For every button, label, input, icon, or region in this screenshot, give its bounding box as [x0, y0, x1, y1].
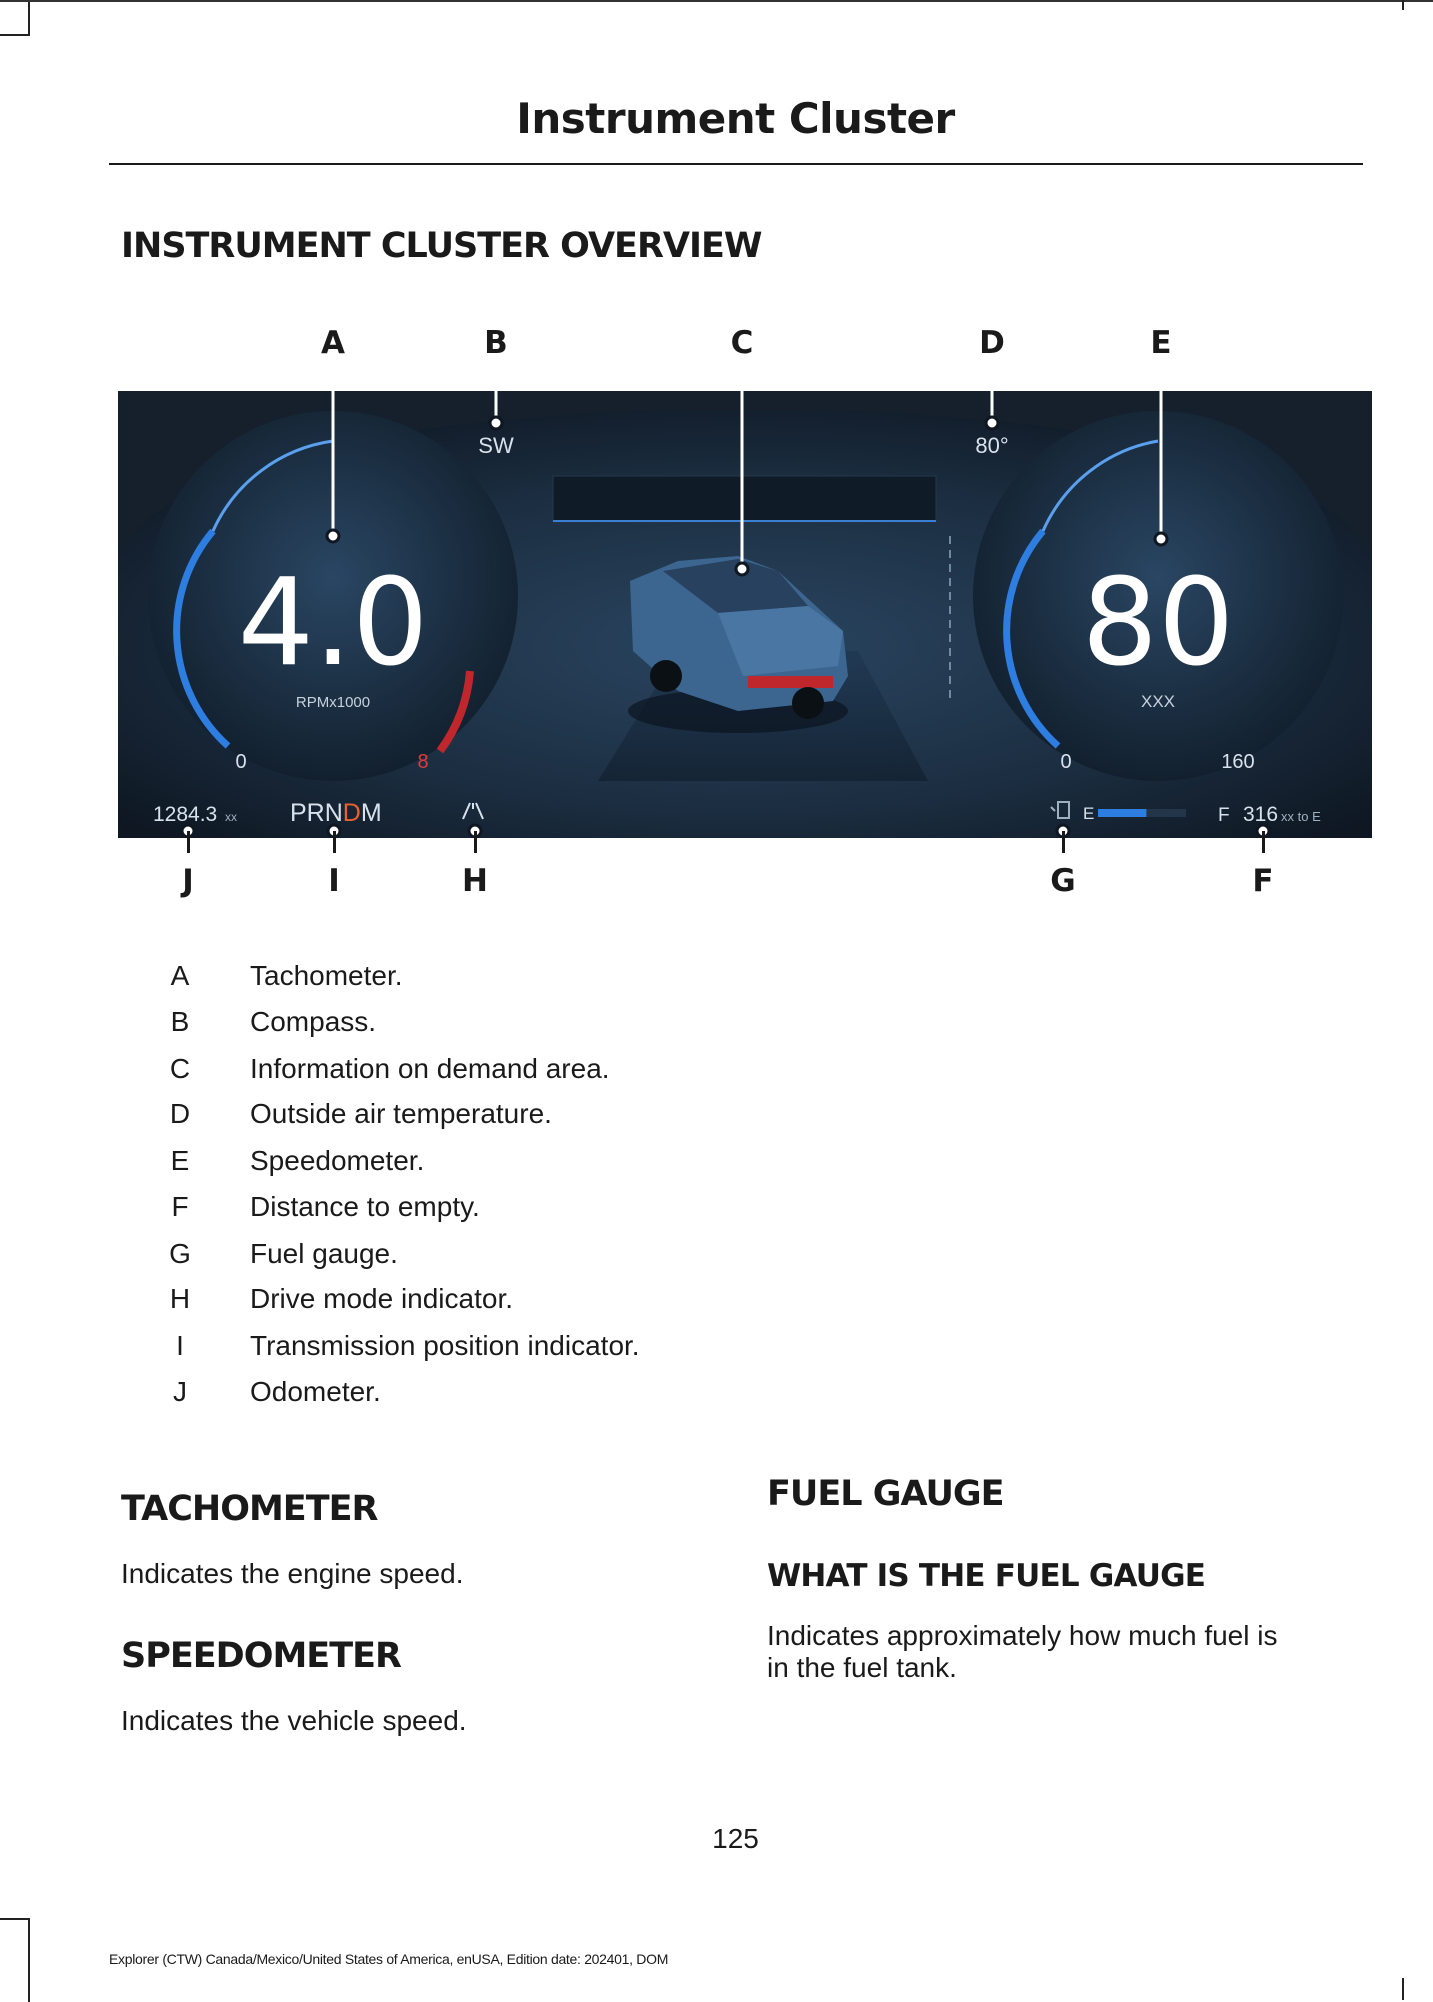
legend-text: Transmission position indicator.: [250, 1330, 640, 1361]
callout-g: G: [1050, 863, 1076, 899]
legend-letter: B: [170, 1006, 190, 1037]
fuel-gauge-subheading: WHAT IS THE FUEL GAUGE: [767, 1558, 1206, 1594]
tachometer-value: 4.0: [237, 554, 429, 693]
crop-mark-bottom-left: [0, 1918, 30, 2002]
legend-text: Compass.: [250, 1006, 377, 1037]
legend-letter: H: [169, 1283, 191, 1314]
speedometer-max: 160: [1221, 751, 1255, 773]
speedometer-text: Indicates the vehicle speed.: [121, 1705, 467, 1736]
legend-letter: F: [171, 1191, 189, 1222]
top-border: [0, 0, 1433, 2]
gear-after: M: [360, 799, 382, 827]
fuel-gauge-fill: [1098, 809, 1146, 817]
leader-g: [1062, 831, 1065, 853]
fuel-full-label: F: [1218, 805, 1230, 826]
odometer-value: 1284.3: [153, 803, 218, 826]
legend-text: Information on demand area.: [250, 1053, 610, 1084]
callout-f: F: [1252, 863, 1274, 899]
page-footer: Explorer (CTW) Canada/Mexico/United States of America, enUSA, Edition date: 202401, DOM: [109, 1951, 669, 1967]
legend-text: Tachometer.: [250, 960, 403, 991]
page-number: 125: [712, 1823, 759, 1854]
legend-text: Distance to empty.: [250, 1191, 480, 1222]
tachometer-text: Indicates the engine speed.: [121, 1558, 464, 1589]
legend-text: Drive mode indicator.: [250, 1283, 514, 1314]
legend-letter: G: [169, 1238, 191, 1269]
title-rule: [109, 163, 1363, 165]
callout-a: A: [321, 325, 345, 361]
distance-to-empty-unit: xx to E: [1281, 809, 1321, 824]
crop-mark-top-right: [1402, 0, 1433, 10]
speedometer-unit: XXX: [1140, 692, 1176, 711]
callout-e: E: [1150, 325, 1172, 361]
callout-j: J: [182, 863, 194, 899]
legend-letter: A: [170, 960, 190, 991]
legend-text: Fuel gauge.: [250, 1238, 398, 1269]
callout-b: B: [484, 325, 508, 361]
fuel-gauge-text-line1: Indicates approximately how much fuel is: [767, 1620, 1278, 1651]
callout-i: I: [328, 863, 340, 899]
legend-letter: C: [169, 1053, 191, 1084]
legend-letter: D: [169, 1098, 191, 1129]
tachometer-min: 0: [235, 751, 247, 773]
leader-f: [1262, 831, 1265, 853]
section-heading: INSTRUMENT CLUSTER OVERVIEW: [121, 226, 762, 266]
leader-i: [333, 831, 336, 853]
distance-to-empty-value: 316: [1243, 803, 1279, 826]
callout-c: C: [730, 325, 754, 361]
crop-mark-bottom-right: [1402, 1978, 1404, 2000]
callout-h: H: [462, 863, 488, 899]
legend-text: Odometer.: [250, 1376, 381, 1407]
legend-letter: J: [173, 1376, 187, 1407]
info-bar: [553, 476, 936, 522]
fuel-gauge-text-line2: in the fuel tank.: [767, 1652, 957, 1683]
odometer-unit: xx: [225, 810, 237, 824]
speedometer-value: 80: [1081, 554, 1235, 693]
speedometer-heading: SPEEDOMETER: [121, 1636, 401, 1676]
legend-letter: E: [170, 1145, 190, 1176]
page-title: Instrument Cluster: [516, 94, 955, 143]
fuel-gauge-heading: FUEL GAUGE: [767, 1474, 1004, 1514]
legend-text: Speedometer.: [250, 1145, 425, 1176]
speedometer-min: 0: [1060, 751, 1072, 773]
leader-j: [187, 831, 190, 853]
callout-d: D: [979, 325, 1005, 361]
tachometer-heading: TACHOMETER: [121, 1489, 378, 1529]
outside-temp-readout: 80°: [975, 433, 1009, 458]
instrument-cluster-figure: [118, 391, 1372, 838]
legend-text: Outside air temperature.: [250, 1098, 552, 1129]
crop-mark-top-left: [0, 0, 30, 36]
compass-readout: SW: [478, 433, 514, 458]
gear-indicator: [290, 799, 382, 827]
fuel-empty-label: E: [1083, 804, 1095, 823]
tachometer-max: 8: [417, 751, 429, 773]
legend-letter: I: [176, 1330, 184, 1361]
gear-active: D: [342, 799, 361, 827]
tachometer-unit: RPMx1000: [295, 694, 371, 711]
leader-h: [474, 831, 477, 853]
gear-before: PRN: [290, 799, 343, 827]
